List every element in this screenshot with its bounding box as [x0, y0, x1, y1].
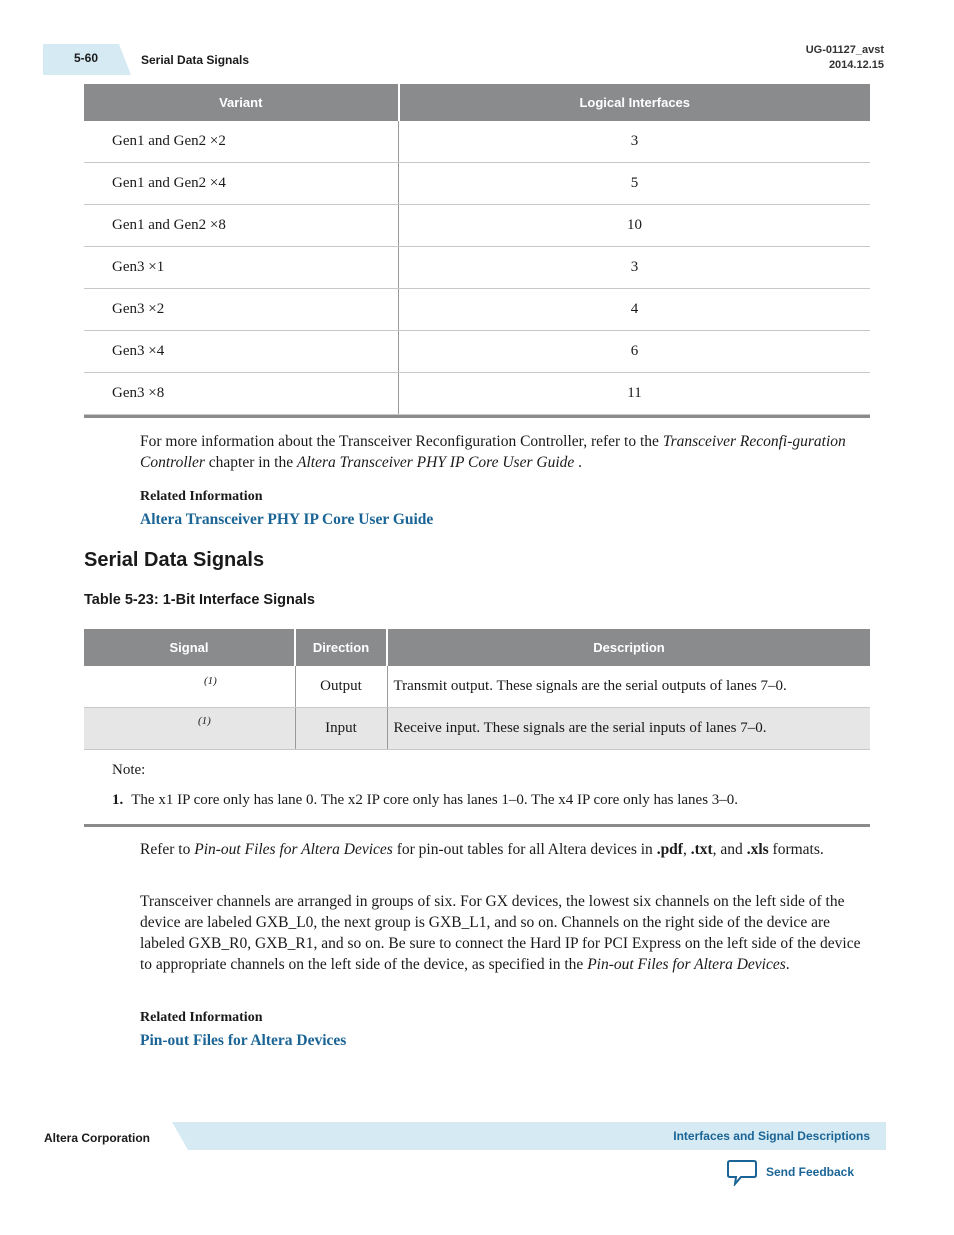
- doc-id: UG-01127_avst: [805, 44, 884, 56]
- transceiver-phy-guide-link[interactable]: Altera Transceiver PHY IP Core User Guide: [140, 511, 434, 528]
- signal-cell: [84, 708, 295, 750]
- related-information-label: Related Information: [140, 489, 263, 504]
- table-header-signal: Signal: [84, 629, 295, 666]
- table-note: [112, 792, 738, 809]
- chapter-link[interactable]: Interfaces and Signal Descriptions: [673, 1129, 870, 1143]
- text-span: for pin-out tables for all Altera devices in: [392, 841, 657, 858]
- text-span: .: [574, 454, 583, 471]
- footnote-ref: (1): [204, 675, 217, 687]
- section-heading: Serial Data Signals: [84, 549, 265, 571]
- direction-cell: Output: [295, 666, 387, 708]
- logical-interfaces-table: [84, 84, 870, 415]
- text-span: Transceiver channels are arranged in groups of six. For GX devices, the lowest six channels on the left side of the device are labeled GXB_L0, the next group is GXB_L1, and so on. Channels on the right side of the device are labeled GXB_R0, GXB_R1, and so on. Be sure to connect the Hard IP for PCI Express on the left side of the device to appropriate channels on the left side of the device, as specified in the: [140, 893, 861, 973]
- table-bottom-rule: [84, 415, 870, 418]
- variant-cell: Gen1 and Gen2 ×2: [84, 121, 399, 163]
- transceiver-channels-paragraph: [140, 891, 870, 975]
- format-txt: .txt: [690, 841, 713, 858]
- table-row: [84, 666, 870, 708]
- table-caption: Table 5-23: 1-Bit Interface Signals: [84, 592, 315, 608]
- variant-cell: Gen3 ×1: [84, 247, 399, 289]
- reconfig-controller-paragraph: [140, 431, 870, 473]
- doc-title-ref: Altera Transceiver PHY IP Core User Guide: [297, 454, 575, 471]
- running-title: Serial Data Signals: [141, 53, 250, 67]
- variant-cell: Gen3 ×2: [84, 289, 399, 331]
- table-row: [84, 708, 870, 750]
- related-information-label: Related Information: [140, 1010, 263, 1025]
- doc-date: 2014.12.15: [828, 59, 884, 71]
- doc-title-ref: Transceiver Reconfi-guration Controller: [140, 433, 846, 471]
- interfaces-cell: 11: [399, 373, 871, 415]
- doc-title-ref: Pin-out Files for Altera Devices: [587, 956, 786, 973]
- variant-cell: Gen3 ×4: [84, 331, 399, 373]
- table-row: [84, 373, 870, 415]
- text-span: , and: [712, 841, 747, 858]
- table-bottom-rule: [84, 824, 870, 827]
- note-text: The x1 IP core only has lane 0. The x2 IP core only has lanes 1–0. The x4 IP core only has lanes 3–0.: [131, 792, 739, 808]
- table-row: [84, 205, 870, 247]
- table-header-description: Description: [387, 629, 870, 666]
- interfaces-cell: 6: [399, 331, 871, 373]
- description-cell: Receive input. These signals are the serial inputs of lanes 7–0.: [387, 708, 870, 750]
- send-feedback-label: Send Feedback: [766, 1165, 855, 1179]
- interfaces-cell: 3: [399, 247, 871, 289]
- doc-title-ref: Pin-out Files for Altera Devices: [194, 841, 393, 858]
- format-pdf: .pdf: [656, 841, 683, 858]
- interface-signals-table: [84, 629, 870, 750]
- description-cell: Transmit output. These signals are the serial outputs of lanes 7–0.: [387, 666, 870, 708]
- table-row: [84, 121, 870, 163]
- text-span: For more information about the Transceiver Reconfiguration Controller, refer to the: [140, 433, 663, 450]
- interfaces-cell: 3: [399, 121, 871, 163]
- text-span: formats.: [768, 841, 824, 858]
- page-number: 5-60: [74, 51, 99, 65]
- table-row: [84, 247, 870, 289]
- table-row: [84, 163, 870, 205]
- text-span: .: [785, 956, 790, 973]
- text-span: chapter in the: [204, 454, 297, 471]
- text-span: Refer to: [140, 841, 195, 858]
- format-xls: .xls: [746, 841, 769, 858]
- variant-cell: Gen3 ×8: [84, 373, 399, 415]
- table-row: [84, 289, 870, 331]
- variant-cell: Gen1 and Gen2 ×4: [84, 163, 399, 205]
- interfaces-cell: 4: [399, 289, 871, 331]
- doc-id-block: [806, 43, 884, 73]
- interfaces-cell: 10: [399, 205, 871, 247]
- text-span: ,: [682, 841, 691, 858]
- table-row: [84, 331, 870, 373]
- table-header-direction: Direction: [295, 629, 387, 666]
- send-feedback-button[interactable]: [727, 1158, 854, 1186]
- company-name: Altera Corporation: [44, 1131, 151, 1145]
- speech-bubble-icon: [727, 1158, 757, 1186]
- table-header-logical-interfaces: Logical Interfaces: [399, 84, 871, 121]
- pinout-paragraph: [140, 839, 870, 860]
- signal-cell: [84, 666, 295, 708]
- direction-cell: Input: [295, 708, 387, 750]
- footnote-ref: (1): [198, 715, 211, 727]
- variant-cell: Gen1 and Gen2 ×8: [84, 205, 399, 247]
- note-label: Note:: [112, 762, 146, 778]
- note-number: 1.: [112, 792, 124, 808]
- table-header-variant: Variant: [84, 84, 399, 121]
- interfaces-cell: 5: [399, 163, 871, 205]
- pinout-files-link[interactable]: Pin-out Files for Altera Devices: [140, 1032, 347, 1049]
